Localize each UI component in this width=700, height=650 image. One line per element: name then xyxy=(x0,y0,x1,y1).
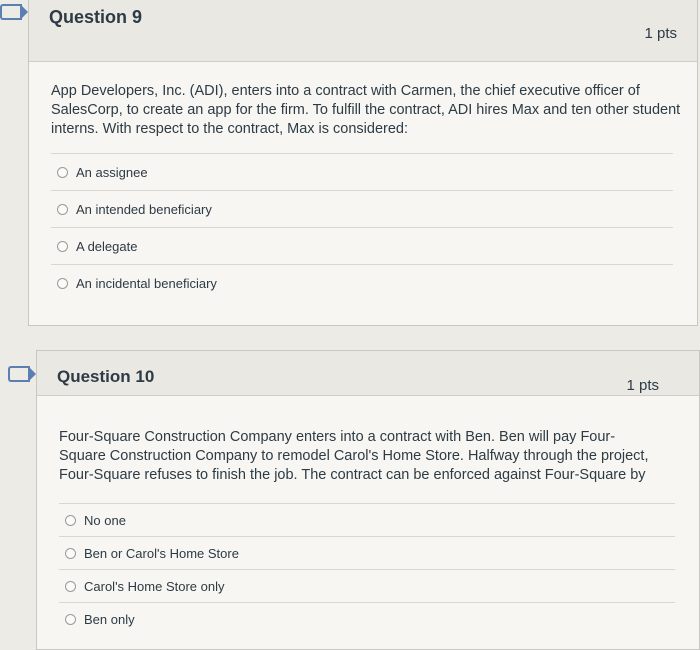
answer-label: An assignee xyxy=(76,164,148,180)
radio-unselected-icon[interactable] xyxy=(65,548,76,559)
radio-unselected-icon[interactable] xyxy=(57,278,68,289)
answer-label: An intended beneficiary xyxy=(76,201,212,217)
answer-option[interactable] xyxy=(59,503,675,536)
answer-option[interactable] xyxy=(51,227,673,264)
flag-icon[interactable] xyxy=(0,4,22,20)
answer-label: Carol's Home Store only xyxy=(84,578,225,594)
answer-list xyxy=(59,503,675,635)
answer-option[interactable] xyxy=(59,569,675,602)
radio-unselected-icon[interactable] xyxy=(65,515,76,526)
flag-icon[interactable] xyxy=(8,366,30,382)
question-card-10 xyxy=(36,350,700,650)
answer-label: No one xyxy=(84,512,126,528)
radio-unselected-icon[interactable] xyxy=(57,241,68,252)
radio-unselected-icon[interactable] xyxy=(65,614,76,625)
radio-unselected-icon[interactable] xyxy=(57,167,68,178)
answer-list xyxy=(51,153,673,301)
answer-label: Ben only xyxy=(84,611,135,627)
question-text: Four-Square Construction Company enters into a contract with Ben. Ben will pay Four-Square Construction Company to remodel Carol's Home Store. Halfway through the project, Four-Square refuses to finish the job. The contract can be enforced against Four-Square by xyxy=(59,429,649,483)
answer-option[interactable] xyxy=(51,190,673,227)
answer-option[interactable] xyxy=(51,153,673,190)
answer-label: An incidental beneficiary xyxy=(76,275,217,291)
question-card-9 xyxy=(28,0,698,326)
answer-option[interactable] xyxy=(59,536,675,569)
answer-label: A delegate xyxy=(76,238,138,254)
answer-label: Ben or Carol's Home Store xyxy=(84,545,239,561)
question-header xyxy=(29,0,697,62)
question-header xyxy=(37,351,699,396)
radio-unselected-icon[interactable] xyxy=(57,204,68,215)
question-points: 1 pts xyxy=(626,377,659,394)
answer-option[interactable] xyxy=(59,602,675,635)
question-text: App Developers, Inc. (ADI), enters into a contract with Carmen, the chief executive officer of SalesCorp, to create an app for the firm. To fulfill the contract, ADI hires Max and ten other student interns. With respect to the contract, Max is considered: xyxy=(51,83,681,137)
question-title: Question 10 xyxy=(57,367,155,386)
radio-unselected-icon[interactable] xyxy=(65,581,76,592)
answer-option[interactable] xyxy=(51,264,673,301)
question-points: 1 pts xyxy=(644,25,677,42)
question-title: Question 9 xyxy=(49,7,143,27)
